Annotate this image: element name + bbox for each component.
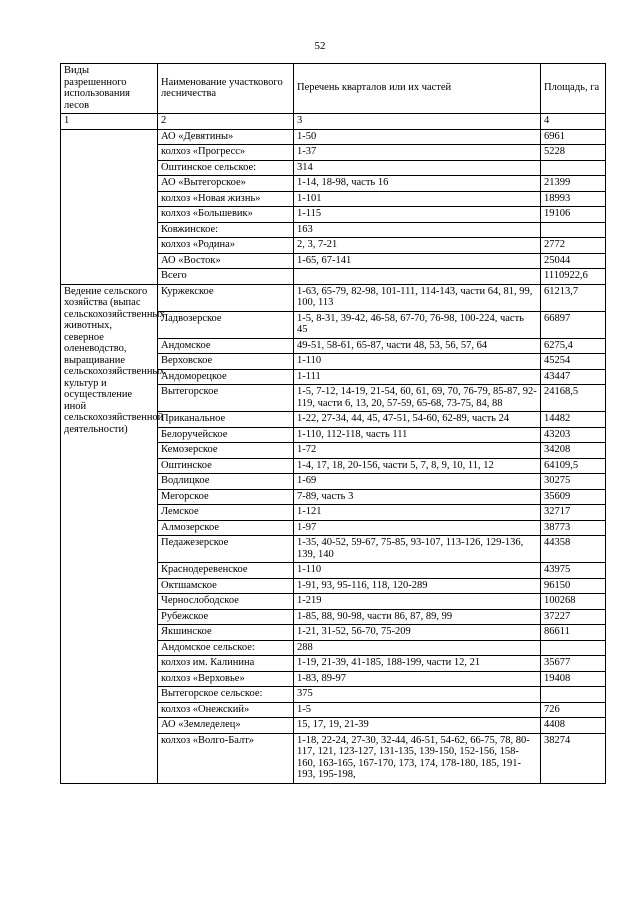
forestry-name-cell: Вытегорское [158,385,294,412]
area-cell [541,687,606,703]
area-cell: 96150 [541,578,606,594]
forestry-name-cell: Андомское [158,338,294,354]
area-cell: 6275,4 [541,338,606,354]
area-cell: 38773 [541,520,606,536]
forestry-name-cell: Ковжинское: [158,222,294,238]
forestry-name-cell: Андоморецкое [158,369,294,385]
column-number: 3 [294,114,541,130]
quarters-cell: 1-110 [294,563,541,579]
quarters-cell: 1-14, 18-98, часть 16 [294,176,541,192]
forestry-name-cell: колхоз «Родина» [158,238,294,254]
quarters-cell: 1-97 [294,520,541,536]
area-cell: 1110922,6 [541,269,606,285]
area-cell: 19408 [541,671,606,687]
area-cell: 38274 [541,733,606,783]
forestry-name-cell: Куржекское [158,284,294,311]
table-row [61,129,606,145]
header-row [61,64,606,114]
forestry-name-cell: колхоз «Новая жизнь» [158,191,294,207]
forestry-name-cell: Мегорское [158,489,294,505]
forestry-name-cell: Краснодеревенское [158,563,294,579]
quarters-cell: 1-110, 112-118, часть 111 [294,427,541,443]
page-number: 52 [314,40,326,52]
area-cell: 37227 [541,609,606,625]
column-number-row [61,114,606,130]
quarters-cell [294,269,541,285]
quarters-cell: 1-69 [294,474,541,490]
forestry-name-cell: колхоз «Прогресс» [158,145,294,161]
forestry-name-cell: Кемозерское [158,443,294,459]
area-cell [541,222,606,238]
quarters-cell: 1-91, 93, 95-116, 118, 120-289 [294,578,541,594]
forestry-name-cell: Педажезерское [158,536,294,563]
forestry-name-cell: колхоз «Онежский» [158,702,294,718]
quarters-cell: 2, 3, 7-21 [294,238,541,254]
area-cell: 66897 [541,311,606,338]
forestry-name-cell: колхоз им. Калинина [158,656,294,672]
area-cell: 43447 [541,369,606,385]
use-type-cell: Ведение сельского хозяйства (выпас сельскохозяйственных животных, северное оленеводство, выращивание сельскохозяйственных культур и осуществление иной сельскохозяйственной деятельности) [61,284,158,783]
quarters-cell: 1-18, 22-24, 27-30, 32-44, 46-51, 54-62, 66-75, 78, 80-117, 121, 123-127, 131-135, 139-150, 152-156, 158-160, 163-165, 167-170, 173, 174, 178-180, 185, 191-193, 195-198, [294,733,541,783]
quarters-cell: 1-4, 17, 18, 20-156, части 5, 7, 8, 9, 10, 11, 12 [294,458,541,474]
area-cell: 32717 [541,505,606,521]
area-cell: 30275 [541,474,606,490]
forestry-name-cell: колхоз «Верховье» [158,671,294,687]
forestry-name-cell: Алмозерское [158,520,294,536]
header-area: Площадь, га [541,64,606,114]
forestry-name-cell: АО «Девятины» [158,129,294,145]
quarters-cell: 1-22, 27-34, 44, 45, 47-51, 54-60, 62-89, часть 24 [294,412,541,428]
quarters-cell: 1-115 [294,207,541,223]
forestry-name-cell: Водлицкое [158,474,294,490]
area-cell: 21399 [541,176,606,192]
area-cell: 19106 [541,207,606,223]
column-number: 1 [61,114,158,130]
quarters-cell: 1-65, 67-141 [294,253,541,269]
header-use-types: Виды разрешенного использования лесов [61,64,158,114]
forestry-name-cell: Чернослободское [158,594,294,610]
quarters-cell: 1-50 [294,129,541,145]
quarters-cell: 1-72 [294,443,541,459]
forestry-name-cell: Белоручейское [158,427,294,443]
forestry-name-cell: Андомское сельское: [158,640,294,656]
forest-use-table [60,63,606,784]
quarters-cell: 7-89, часть 3 [294,489,541,505]
forestry-name-cell: Лемское [158,505,294,521]
column-number: 4 [541,114,606,130]
area-cell: 6961 [541,129,606,145]
area-cell: 25044 [541,253,606,269]
quarters-cell: 1-63, 65-79, 82-98, 101-111, 114-143, части 64, 81, 99, 100, 113 [294,284,541,311]
area-cell [541,160,606,176]
area-cell: 100268 [541,594,606,610]
forestry-name-cell: Всего [158,269,294,285]
quarters-cell: 1-101 [294,191,541,207]
forestry-name-cell: колхоз «Волго-Балт» [158,733,294,783]
use-type-cell-empty [61,129,158,284]
quarters-cell: 1-83, 89-97 [294,671,541,687]
forestry-name-cell: Вытегорское сельское: [158,687,294,703]
area-cell: 5228 [541,145,606,161]
area-cell: 86611 [541,625,606,641]
forestry-name-cell: Октшамское [158,578,294,594]
area-cell: 61213,7 [541,284,606,311]
area-cell: 4408 [541,718,606,734]
header-quarters: Перечень кварталов или их частей [294,64,541,114]
quarters-cell: 1-110 [294,354,541,370]
area-cell: 24168,5 [541,385,606,412]
area-cell: 45254 [541,354,606,370]
area-cell: 64109,5 [541,458,606,474]
quarters-cell: 1-35, 40-52, 59-67, 75-85, 93-107, 113-126, 129-136, 139, 140 [294,536,541,563]
quarters-cell: 288 [294,640,541,656]
quarters-cell: 1-85, 88, 90-98, части 86, 87, 89, 99 [294,609,541,625]
quarters-cell: 15, 17, 19, 21-39 [294,718,541,734]
header-forestry-name: Наименование участкового лесничества [158,64,294,114]
quarters-cell: 1-5 [294,702,541,718]
forestry-name-cell: Оштинское сельское: [158,160,294,176]
area-cell: 34208 [541,443,606,459]
area-cell: 43203 [541,427,606,443]
area-cell: 2772 [541,238,606,254]
forestry-name-cell: АО «Восток» [158,253,294,269]
forestry-name-cell: АО «Земледелец» [158,718,294,734]
forestry-name-cell: Ладвозерское [158,311,294,338]
quarters-cell: 1-19, 21-39, 41-185, 188-199, части 12, 21 [294,656,541,672]
forestry-name-cell: Верховское [158,354,294,370]
area-cell [541,640,606,656]
area-cell: 43975 [541,563,606,579]
forestry-name-cell: Приканальное [158,412,294,428]
forestry-name-cell: колхоз «Большевик» [158,207,294,223]
quarters-cell: 375 [294,687,541,703]
area-cell: 14482 [541,412,606,428]
area-cell: 18993 [541,191,606,207]
quarters-cell: 1-37 [294,145,541,161]
quarters-cell: 1-21, 31-52, 56-70, 75-209 [294,625,541,641]
area-cell: 726 [541,702,606,718]
area-cell: 44358 [541,536,606,563]
quarters-cell: 1-121 [294,505,541,521]
quarters-cell: 1-111 [294,369,541,385]
forestry-name-cell: Оштинское [158,458,294,474]
quarters-cell: 1-219 [294,594,541,610]
quarters-cell: 1-5, 7-12, 14-19, 21-54, 60, 61, 69, 70, 76-79, 85-87, 92-119, части 6, 13, 20, 57-59, 65-68, 73-75, 84, 88 [294,385,541,412]
forestry-name-cell: Якшинское [158,625,294,641]
quarters-cell: 49-51, 58-61, 65-87, части 48, 53, 56, 57, 64 [294,338,541,354]
quarters-cell: 1-5, 8-31, 39-42, 46-58, 67-70, 76-98, 100-224, часть 45 [294,311,541,338]
forestry-name-cell: АО «Вытегорское» [158,176,294,192]
quarters-cell: 314 [294,160,541,176]
area-cell: 35677 [541,656,606,672]
quarters-cell: 163 [294,222,541,238]
forestry-name-cell: Рубежское [158,609,294,625]
table-row [61,284,606,311]
column-number: 2 [158,114,294,130]
area-cell: 35609 [541,489,606,505]
